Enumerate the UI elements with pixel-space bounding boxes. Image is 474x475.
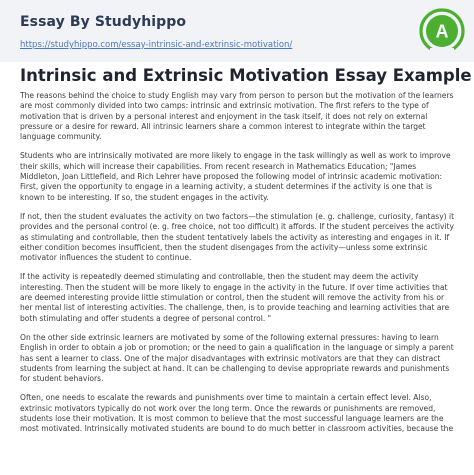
logo-letter: A (435, 21, 449, 42)
studyhippo-logo-icon[interactable] (419, 8, 465, 54)
logo-ring-gap (430, 48, 454, 54)
essay-paragraph-1: The reasons behind the choice to study English may vary from person to person but the motivation of the learners are most commonly divided into two camps: intrinsic and extrinsic motivation. The first refers to the type of motivation that is driven by a personal interest and enjoyment in the task itself, it does not rely on external pressure or a desire for reward. All intrinsic learners share a common interest to integrate within the target language community. (20, 91, 454, 142)
essay-paragraph-2: Students who are intrinsically motivated are more likely to engage in the task willingly as well as work to improve their skills, which will increase their capabilities. From recent research in Mathematics Education; "James Middleton, Joan Littlefield, and Rich Lehrer have proposed the following model of intrinsic academic motivation: First, given the opportunity to engage in a learning activity, a student determines if the activity is one that is known to be interesting. If so, the student engages in the activity. (20, 151, 451, 202)
essay-paragraph-4: If the activity is repeatedly deemed stimulating and controllable, then the student may deem the activity interesting. Then the student will be more likely to engage in the activity in the future. If over time activities that are deemed interesting provide little stimulation or control, then the student will remove the activity from his or her mental list of interesting activities. The challenge, then, is to provide teaching and learning activities that are both stimulating and offer students a degree of personal control. " (20, 272, 450, 323)
essay-title: Intrinsic and Extrinsic Motivation Essay Example (20, 66, 472, 85)
essay-paragraph-6: Often, one needs to escalate the rewards and punishments over time to maintain a certain effect level. Also, extrinsic motivators typically do not work over the long term. Once the rewards or punishments are removed, students lose their motivation. It is most common to believe that the most successful language learners are the most motivated. Intrinsically motivated students are bound to do much better in classroom activities, because the (20, 393, 454, 434)
essay-body (20, 91, 456, 444)
essay-paragraph-3: If not, then the student evaluates the activity on two factors—the stimulation (e. g. challenge, curiosity, fantasy) it provides and the personal control (e. g. free choice, not too difficult) it affords. If the student perceives the activity as stimulating and controllable, then the student tentatively labels the activity as interesting and engages in it. If either condition becomes insufficient, then the student disengages from the activity—unless some extrinsic motivator influences the student to continue. (20, 211, 455, 263)
site-header (0, 0, 474, 62)
source-url-link[interactable]: https://studyhippo.com/essay-intrinsic-and-extrinsic-motivation/ (20, 40, 293, 50)
brand-name[interactable]: Essay By Studyhippo (20, 14, 187, 30)
essay-paragraph-5: On the other side extrinsic learners are motivated by some of the following external pressures: having to learn English in order to obtain a job or promotion; or the need to gain a qualification in the language or simply a parent has sent a learner to class. One of the major disadvantages with extrinsic motivators are that they can distract students from learning the subject at hand. It can be challenging to devise appropriate rewards and punishments for student behaviors. (20, 332, 454, 384)
